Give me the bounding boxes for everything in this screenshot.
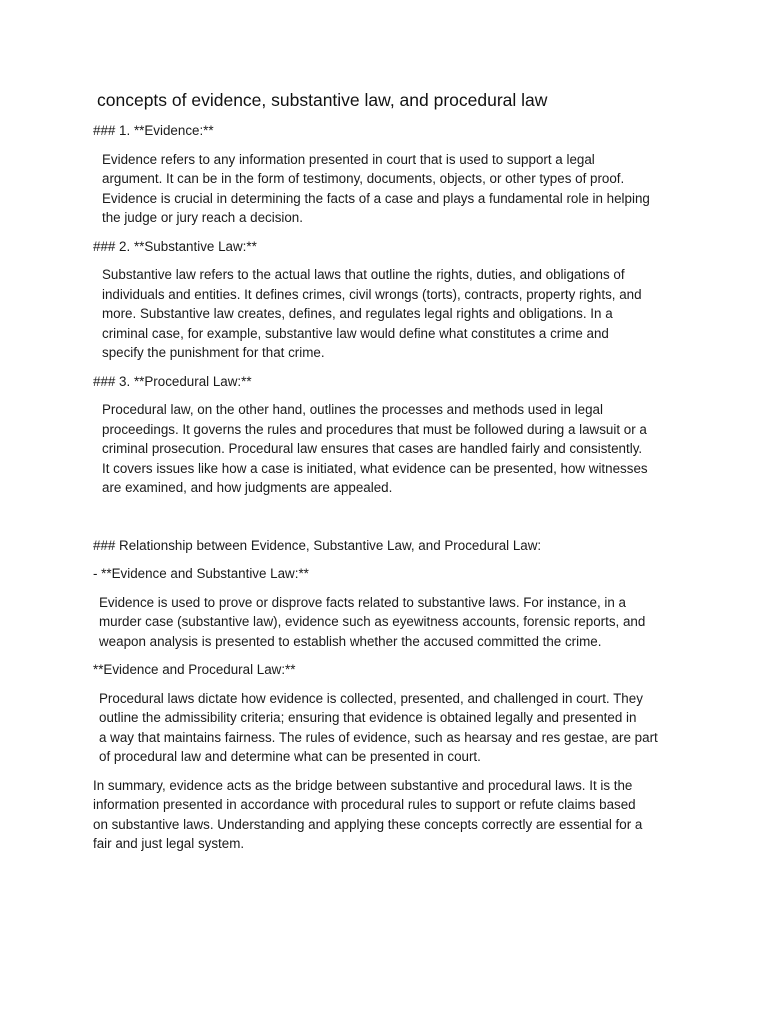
paragraph-line: a way that maintains fairness. The rules of evidence, such as hearsay and res gestae, are part xyxy=(99,729,658,745)
section-heading-procedural-law: ### 3. **Procedural Law:** xyxy=(93,373,252,389)
paragraph-line: are examined, and how judgments are appealed. xyxy=(102,480,393,495)
paragraph-evidence-procedural xyxy=(93,689,677,767)
paragraph-line: criminal case, for example, substantive law would define what constitutes a crime and xyxy=(102,325,609,341)
paragraph-line: Evidence refers to any information presented in court that is used to support a legal xyxy=(102,151,595,167)
paragraph-line: proceedings. It governs the rules and procedures that must be followed during a lawsuit or a xyxy=(102,421,647,437)
paragraph-line: fair and just legal system. xyxy=(93,836,245,851)
paragraph-line: Evidence is used to prove or disprove facts related to substantive laws. For instance, in a xyxy=(99,594,626,610)
paragraph-line: It covers issues like how a case is initiated, what evidence can be presented, how witnesses xyxy=(102,460,648,476)
document-title: concepts of evidence, substantive law, and procedural law xyxy=(97,90,548,110)
paragraph-line: criminal prosecution. Procedural law ensures that cases are handled fairly and consistently. xyxy=(102,441,643,456)
paragraph-evidence-substantive xyxy=(93,593,677,652)
section-heading-evidence: ### 1. **Evidence:** xyxy=(93,123,214,138)
subheading-evidence-procedural: **Evidence and Procedural Law:** xyxy=(93,662,296,677)
section-heading-relationship: ### Relationship between Evidence, Substantive Law, and Procedural Law: xyxy=(93,537,542,553)
paragraph-line: the judge or jury reach a decision. xyxy=(102,210,303,225)
paragraph-line: Procedural law, on the other hand, outlines the processes and methods used in legal xyxy=(102,402,603,417)
paragraph-line: on substantive laws. Understanding and applying these concepts correctly are essential for a xyxy=(93,816,643,832)
blank-spacer xyxy=(93,507,677,536)
paragraph-line: more. Substantive law creates, defines, and regulates legal rights and obligations. In a xyxy=(102,306,613,321)
section-heading-substantive-law: ### 2. **Substantive Law:** xyxy=(93,238,257,254)
document-body xyxy=(93,88,677,863)
paragraph-substantive-law xyxy=(93,265,677,363)
subheading-evidence-substantive: - **Evidence and Substantive Law:** xyxy=(93,566,309,581)
paragraph-summary xyxy=(93,776,677,854)
paragraph-line: Procedural laws dictate how evidence is collected, presented, and challenged in court. They xyxy=(99,690,643,706)
paragraph-line: murder case (substantive law), evidence such as eyewitness accounts, forensic reports, and xyxy=(99,614,646,629)
paragraph-line: Substantive law refers to the actual laws that outline the rights, duties, and obligations of xyxy=(102,267,625,282)
paragraph-line: information presented in accordance with procedural rules to support or refute claims based xyxy=(93,797,636,812)
paragraph-line: individuals and entities. It defines crimes, civil wrongs (torts), contracts, property rights, and xyxy=(102,286,642,302)
paragraph-line: Evidence is crucial in determining the facts of a case and plays a fundamental role in helping xyxy=(102,190,650,206)
paragraph-line: weapon analysis is presented to establish whether the accused committed the crime. xyxy=(99,633,602,649)
paragraph-line: of procedural law and determine what can be presented in court. xyxy=(99,749,481,764)
paragraph-line: specify the punishment for that crime. xyxy=(102,345,325,360)
paragraph-procedural-law xyxy=(93,400,677,498)
paragraph-line: outline the admissibility criteria; ensuring that evidence is obtained legally and presented in xyxy=(99,710,637,725)
paragraph-evidence xyxy=(93,150,677,228)
paragraph-line: argument. It can be in the form of testimony, documents, objects, or other types of proof. xyxy=(102,171,625,186)
paragraph-line: In summary, evidence acts as the bridge between substantive and procedural laws. It is the xyxy=(93,777,633,793)
